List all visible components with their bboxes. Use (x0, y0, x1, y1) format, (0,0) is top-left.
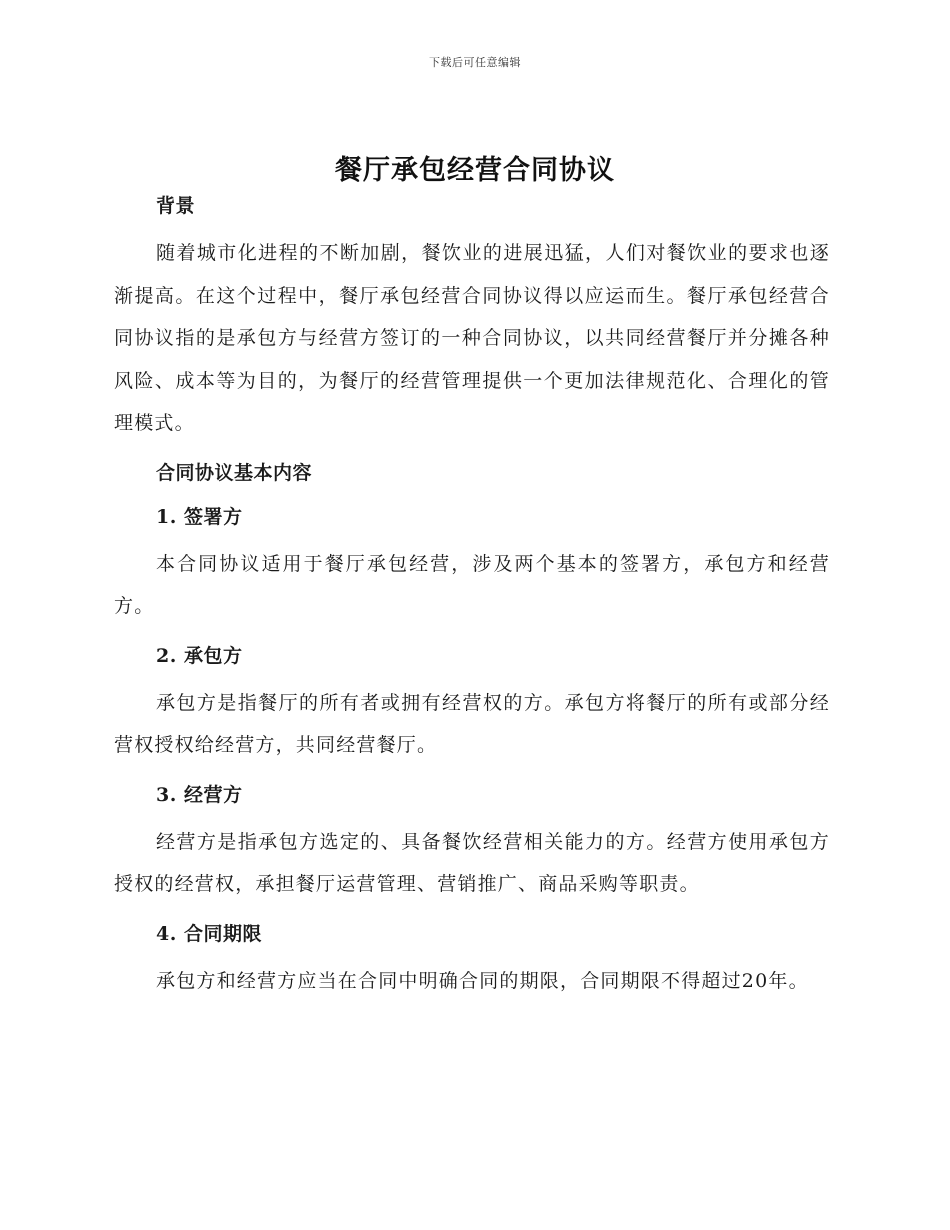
page-header-note: 下载后可任意编辑 (429, 56, 521, 69)
paragraph-signatories: 本合同协议适用于餐厅承包经营，涉及两个基本的签署方，承包方和经营方。 (114, 552, 830, 617)
document-body (114, 190, 830, 1002)
section-heading-background: 背景 (156, 195, 196, 217)
section-heading-basic-content: 合同协议基本内容 (156, 461, 313, 484)
paragraph-term: 承包方和经营方应当在合同中明确合同的期限，合同期限不得超过20年。 (156, 969, 809, 992)
paragraph-contractor: 承包方是指餐厅的所有者或拥有经营权的方。承包方将餐厅的所有或部分经营权授权给经营方，共同经营餐厅。 (114, 691, 830, 756)
section-heading-operator: 3. 经营方 (156, 783, 243, 806)
paragraph-background: 随着城市化进程的不断加剧，餐饮业的进展迅猛，人们对餐饮业的要求也逐渐提高。在这个过程中，餐厅承包经营合同协议得以应运而生。餐厅承包经营合同协议指的是承包方与经营方签订的一种合同协议，以共同经营餐厅并分摊各种风险、成本等为目的，为餐厅的经营管理提供一个更加法律规范化、合理化的管理模式。 (114, 242, 830, 434)
section-heading-signatories: 1. 签署方 (156, 505, 243, 528)
section-heading-contractor: 2. 承包方 (156, 644, 243, 667)
section-heading-term: 4. 合同期限 (156, 922, 262, 945)
paragraph-operator: 经营方是指承包方选定的、具备餐饮经营相关能力的方。经营方使用承包方授权的经营权，承担餐厅运营管理、营销推广、商品采购等职责。 (114, 830, 830, 895)
document-title: 餐厅承包经营合同协议 (335, 155, 615, 186)
